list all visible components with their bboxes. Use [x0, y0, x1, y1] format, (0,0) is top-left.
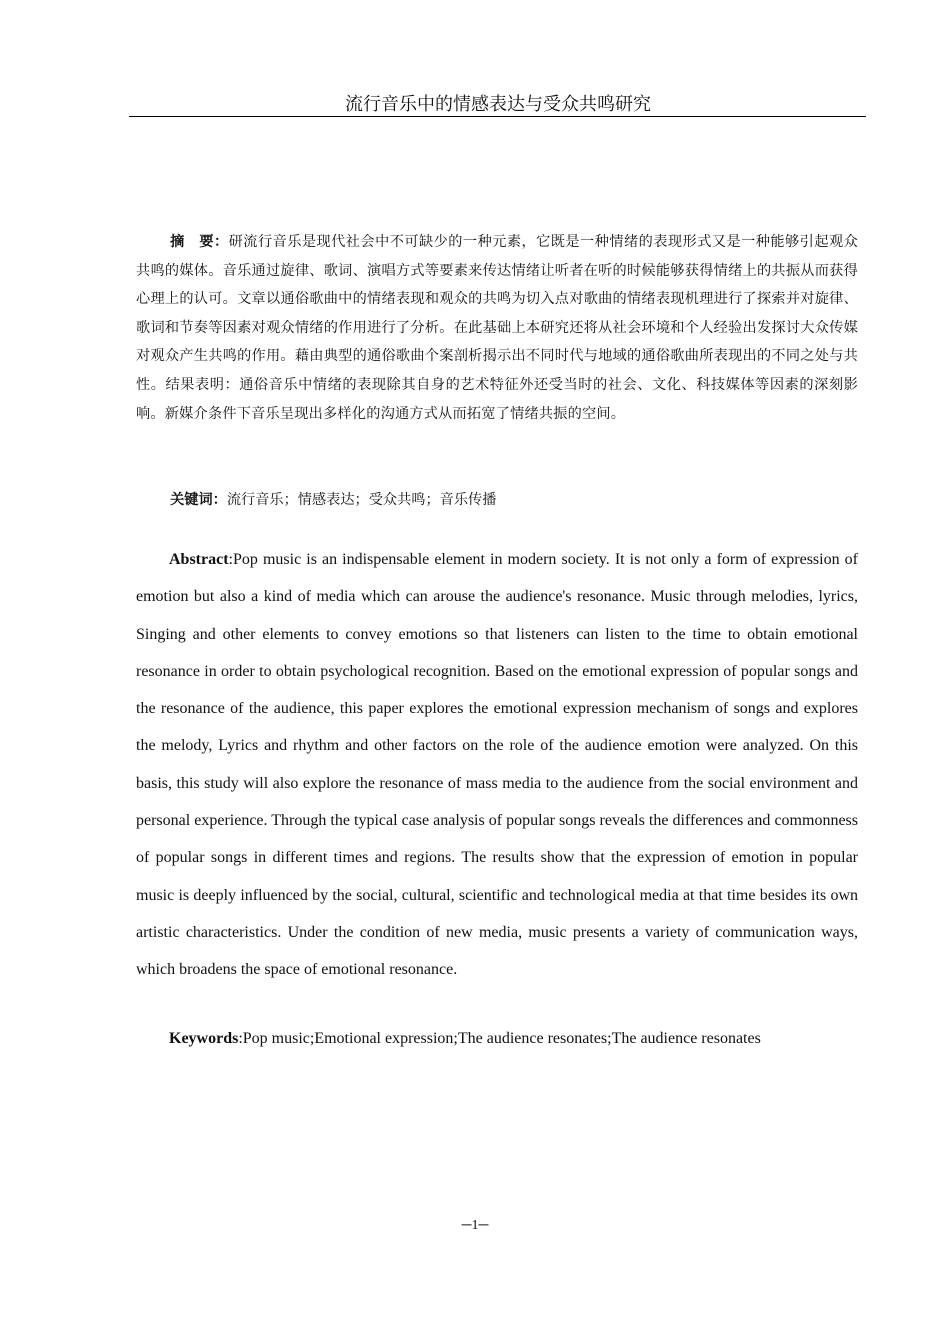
- header-divider: [129, 116, 866, 117]
- page-number: ─1─: [461, 1218, 489, 1233]
- english-abstract-text: Pop music is an indispensable element in modern society. It is not only a form of expression of emotion but also a kind of media which can arouse the audience's resonance. Music through melodies, lyrics, Singing and other elements to convey emotions so that listeners can listen to the time to obtain emotional resonance in order to obtain psychological recognition. Based on the emotional expression of popular songs and the resonance of the audience, this paper explores the emotional expression mechanism of songs and explores the melody, Lyrics and rhythm and other factors on the role of the audience emotion were analyzed. On this basis, this study will also explore the resonance of mass media to the audience from the social environment and personal experience. Through the typical case analysis of popular songs reveals the differences and commonness of popular songs in different times and regions. The results show that the expression of emotion in popular music is deeply influenced by the social, cultural, scientific and technological media at that time besides its own artistic characteristics. Under the condition of new media, music presents a variety of communication ways, which broadens the space of emotional resonance.: [136, 551, 858, 979]
- english-abstract: [136, 541, 858, 989]
- chinese-keywords: [136, 486, 858, 514]
- english-keywords: [136, 1025, 858, 1053]
- english-abstract-separator: :: [228, 551, 233, 568]
- english-keywords-text: :Pop music;Emotional expression;The audience resonates;The audience resonates: [238, 1030, 761, 1047]
- english-abstract-label: Abstract: [169, 551, 229, 568]
- chinese-abstract-text: 研流行音乐是现代社会中不可缺少的一种元素，它既是一种情绪的表现形式又是一种能够引起观众共鸣的媒体。音乐通过旋律、歌词、演唱方式等要素来传达情绪让听者在听的时候能够获得情绪上的共振从而获得心理上的认可。文章以通俗歌曲中的情绪表现和观众的共鸣为切入点对歌曲的情绪表现机理进行了探索并对旋律、歌词和节奏等因素对观众情绪的作用进行了分析。在此基础上本研究还将从社会环境和个人经验出发探讨大众传媒对观众产生共鸣的作用。藉由典型的通俗歌曲个案剖析揭示出不同时代与地域的通俗歌曲所表现出的不同之处与共性。结果表明：通俗音乐中情绪的表现除其自身的艺术特征外还受当时的社会、文化、科技媒体等因素的深刻影响。新媒介条件下音乐呈现出多样化的沟通方式从而拓宽了情绪共振的空间。: [136, 234, 858, 422]
- chinese-abstract-label: 摘 要：: [170, 234, 229, 250]
- chinese-keywords-text: 流行音乐；情感表达；受众共鸣；音乐传播: [226, 492, 497, 508]
- running-header-title: 流行音乐中的情感表达与受众共鸣研究: [345, 94, 651, 114]
- chinese-abstract: [136, 228, 858, 428]
- english-keywords-label: Keywords: [169, 1030, 239, 1047]
- chinese-keywords-label: 关键词：: [170, 492, 227, 508]
